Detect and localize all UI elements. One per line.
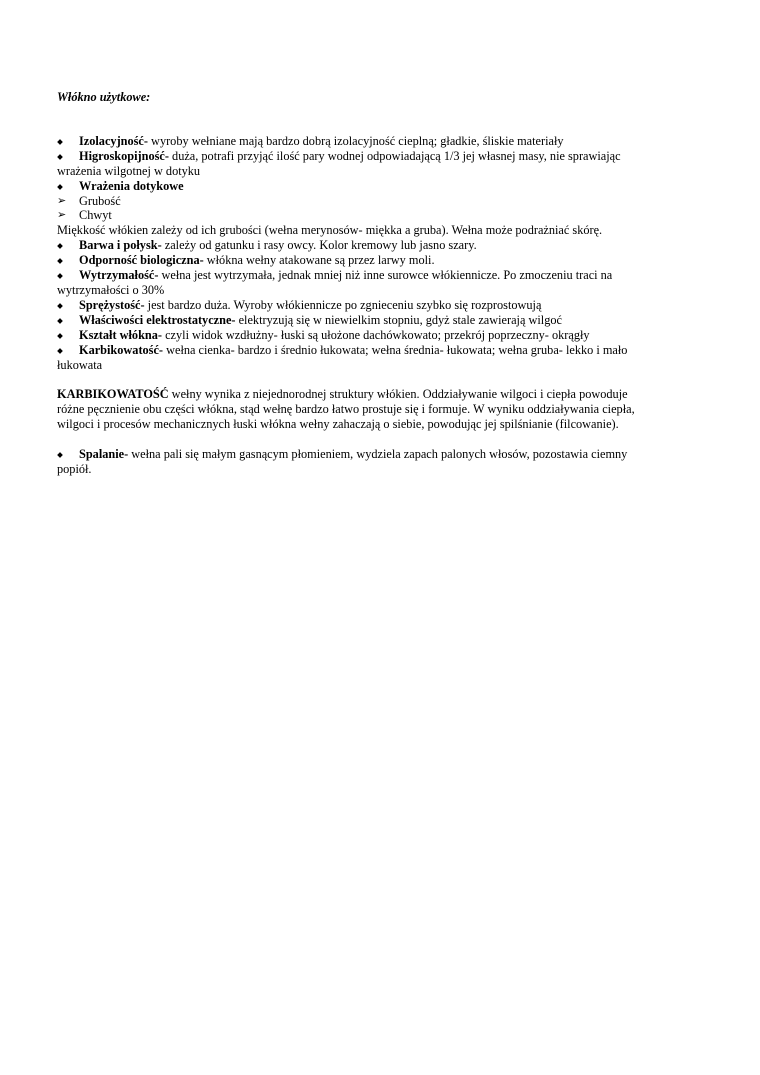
paragraph-line: różne pęcznienie obu części włókna, stąd wełnę bardzo łatwo prostuje się i formuje. W wyniku oddziaływania ciepła, [57, 402, 635, 417]
list-item [57, 328, 657, 343]
item-text: wełna pali się małym gasnącym płomieniem, wydziela zapach palonych włosów, pozostawia ciemny [128, 446, 628, 461]
item-term: Wrażenia dotykowe [79, 178, 184, 193]
paragraph-term: KARBIKOWATOŚĆ [57, 387, 169, 402]
sub-list-item [57, 208, 657, 223]
arrow-bullet-icon: ➢ [57, 193, 67, 207]
item-term: Właściwości elektrostatyczne- [79, 312, 236, 327]
item-text: wyroby wełniane mają bardzo dobrą izolacyjność cieplną; gładkie, śliskie materiały [147, 133, 564, 148]
paragraph-line: wełny wynika z niejednorodnej struktury włókien. Oddziaływanie wilgoci i ciepła powoduje [168, 387, 628, 402]
item-text-wrap: łukowata [57, 357, 103, 372]
paragraph-line: wilgoci i procesów mechanicznych łuski włókna wełny zahaczają o siebie, powodując jej spilśnianie (filcowanie). [57, 417, 619, 432]
list-item [57, 149, 657, 179]
item-term: Higroskopijność- [79, 148, 169, 163]
item-term: Barwa i połysk- [79, 238, 162, 253]
sub-list-item [57, 194, 657, 209]
item-text-wrap: popiół. [57, 461, 92, 476]
section-title: Włókno użytkowe: [57, 90, 151, 104]
list-item [57, 447, 657, 477]
list-item [57, 313, 657, 328]
item-text: jest bardzo duża. Wyroby włókiennicze po zgnieceniu szybko się rozprostowują [144, 297, 542, 312]
sub-item-text: Chwyt [79, 208, 112, 223]
karbikowatosc-paragraph [57, 387, 657, 432]
item-term: Odporność biologiczna- [79, 253, 204, 268]
list-item [57, 268, 657, 298]
item-term: Izolacyjność- [79, 133, 148, 148]
softness-paragraph: Miękkość włókien zależy od ich grubości (wełna merynosów- miękka a gruba). Wełna może podrażniać skórę. [57, 223, 603, 238]
list-item [57, 343, 657, 373]
list-item [57, 134, 657, 149]
item-text: wełna jest wytrzymała, jednak mniej niż inne surowce włókiennicze. Po zmoczeniu traci na [158, 268, 613, 283]
item-text: wełna cienka- bardzo i średnio łukowata; wełna średnia- łukowata; wełna gruba- lekko i mało [163, 342, 628, 357]
item-text: włókna wełny atakowane są przez larwy moli. [203, 253, 435, 268]
list-item [57, 298, 657, 313]
list-item [57, 253, 657, 268]
arrow-bullet-icon: ➢ [57, 208, 67, 222]
item-text-wrap: wrażenia wilgotnej w dotyku [57, 163, 201, 178]
sub-item-text: Grubość [79, 193, 121, 208]
item-term: Spalanie- [79, 446, 129, 461]
list-item [57, 179, 657, 194]
item-term: Sprężystość- [79, 297, 145, 312]
item-text: czyli widok wzdłużny- łuski są ułożone dachówkowato; przekrój poprzeczny- okrągły [162, 327, 590, 342]
item-text: zależy od gatunku i rasy owcy. Kolor kremowy lub jasno szary. [161, 238, 477, 253]
document-page [57, 90, 657, 477]
item-text-wrap: wytrzymałości o 30% [57, 282, 165, 297]
list-item [57, 238, 657, 253]
item-term: Kształt włókna- [79, 327, 163, 342]
item-text: elektryzują się w niewielkim stopniu, gdyż stale zawierają wilgoć [235, 312, 562, 327]
item-term: Wytrzymałość- [79, 268, 159, 283]
item-text: duża, potrafi przyjąć ilość pary wodnej odpowiadającą 1/3 jej własnej masy, nie sprawiając [168, 148, 621, 163]
item-term: Karbikowatość- [79, 342, 164, 357]
